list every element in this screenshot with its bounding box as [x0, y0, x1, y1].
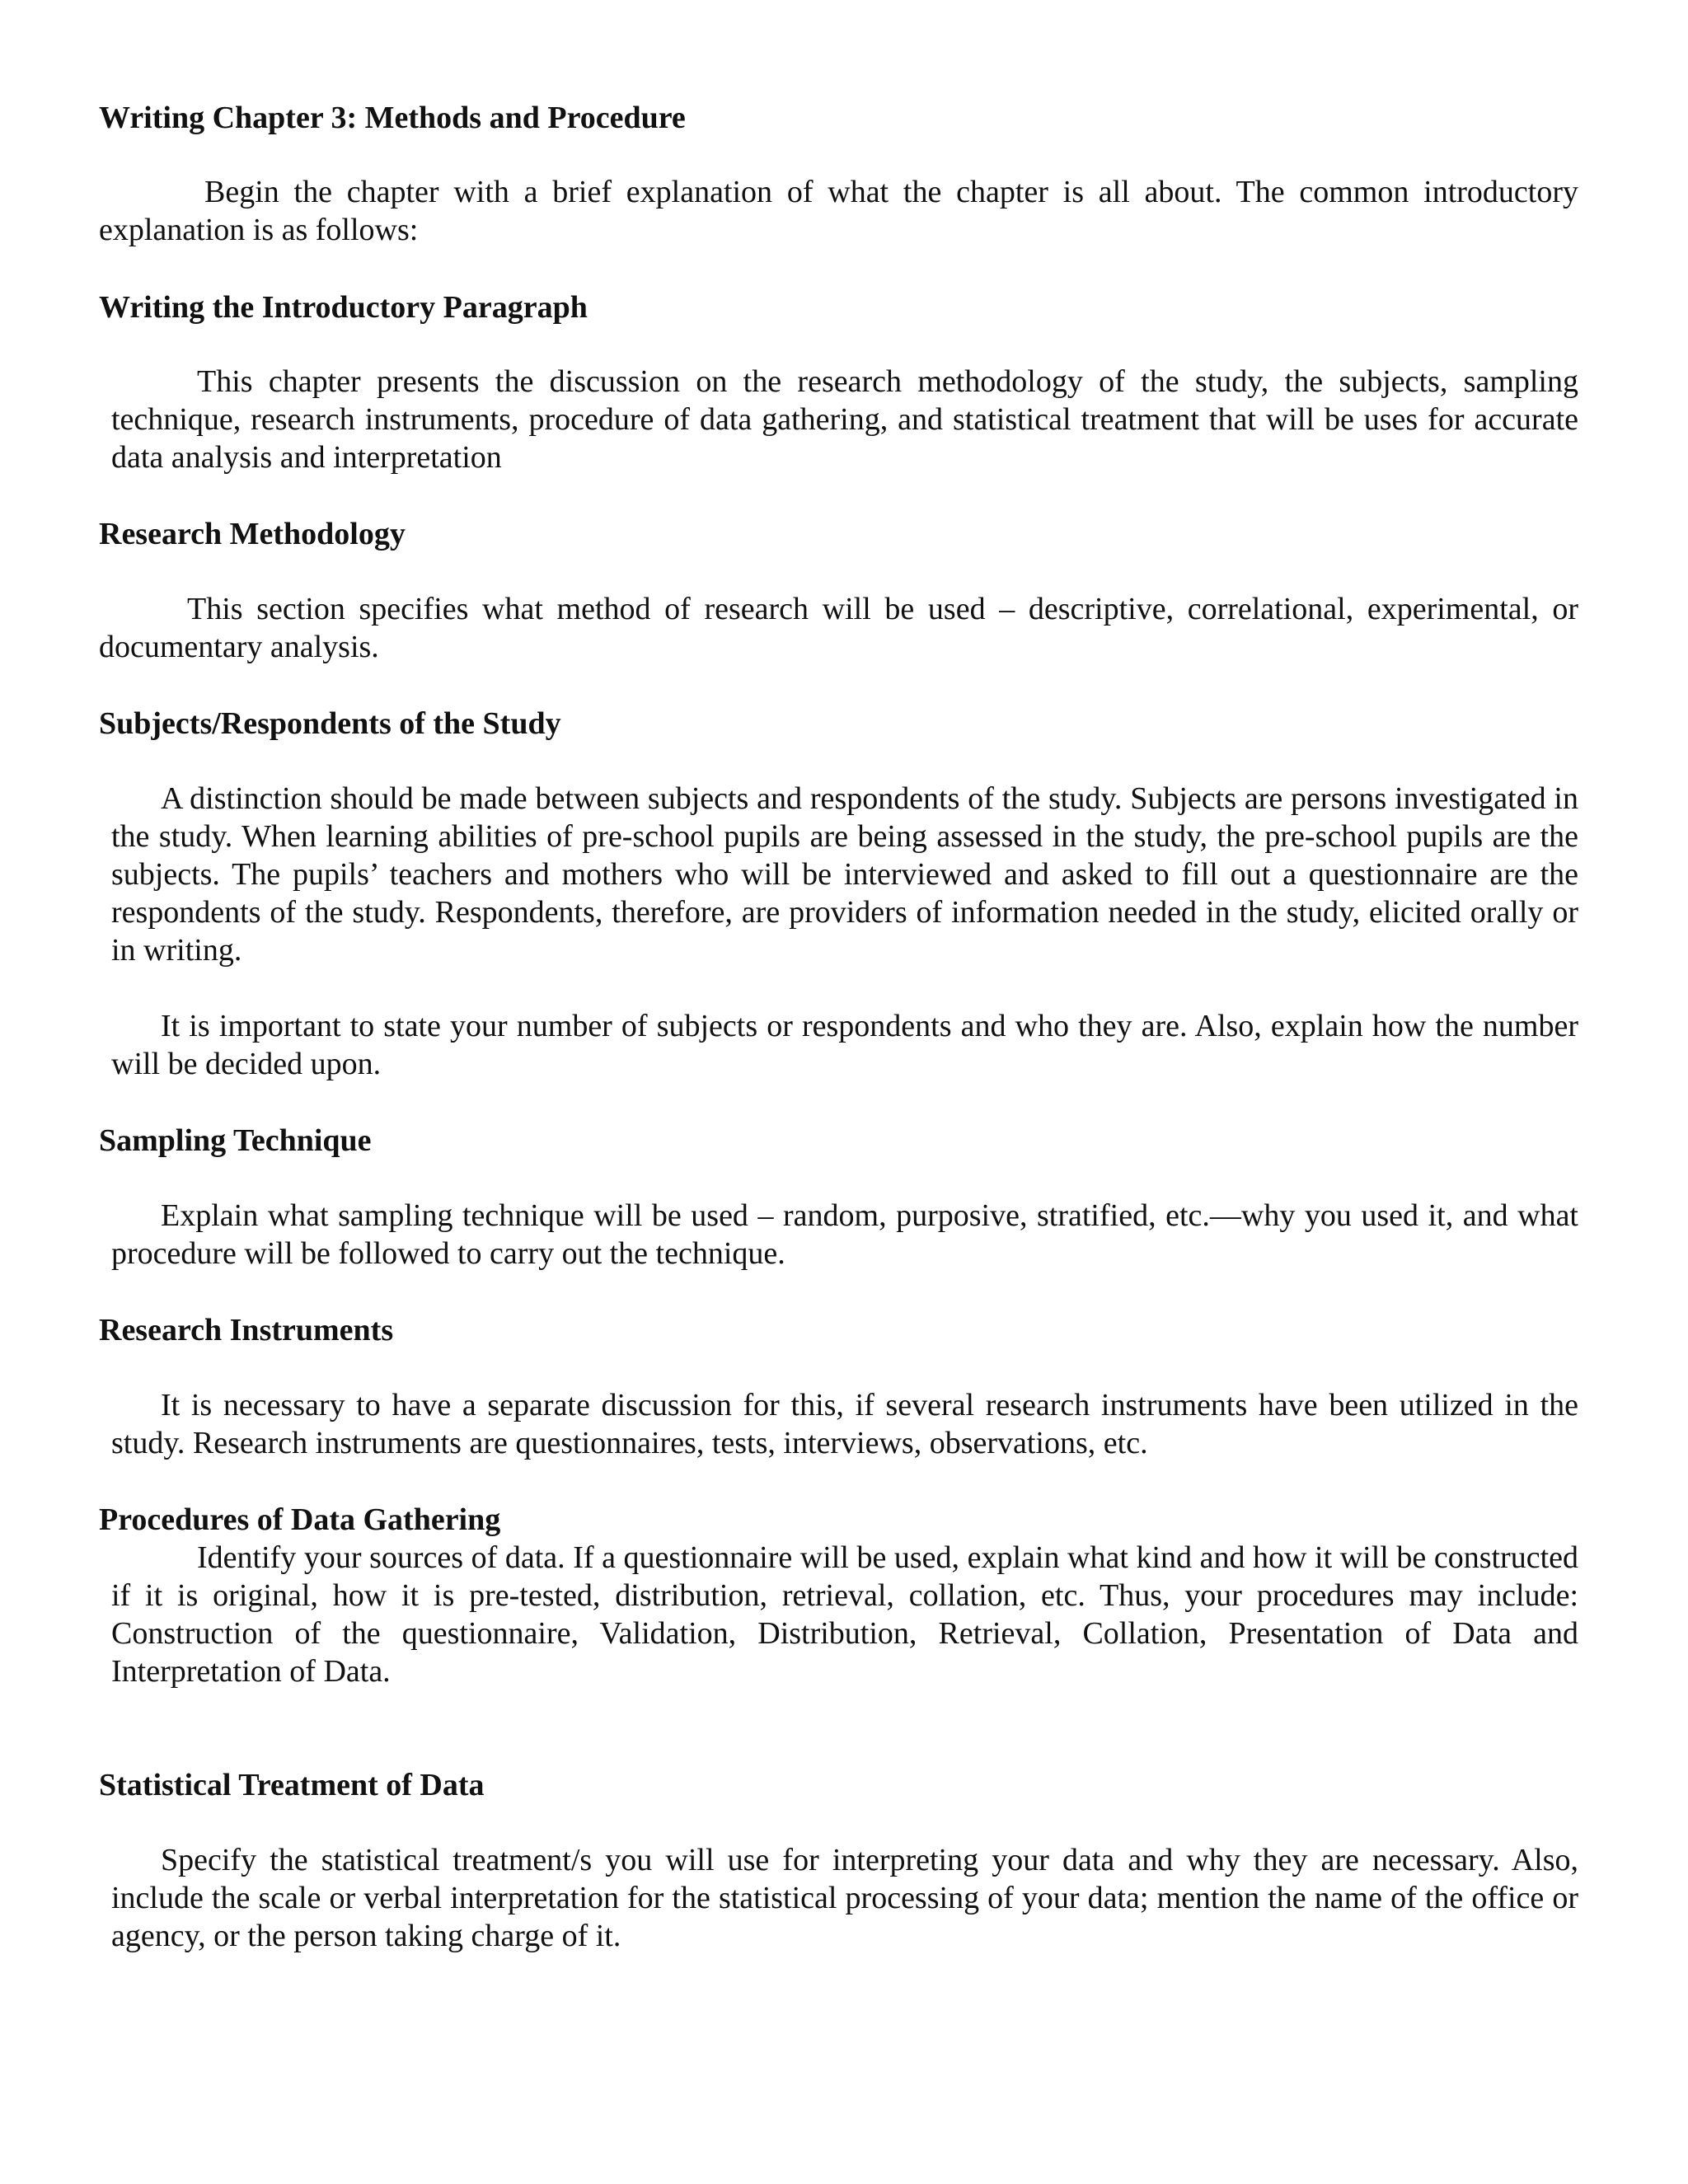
heading-statistical-treatment: Statistical Treatment of Data	[99, 1768, 485, 1802]
paragraph-statistical-treatment: Specify the statistical treatment/s you will use for interpreting your data and why they are necessary. Also, include the scale or verbal interpretation for the statistical processing of your data; mention the name of the office or agency, or the person taking charge of it.	[111, 1843, 1578, 1953]
heading-procedures-data-gathering: Procedures of Data Gathering	[99, 1502, 501, 1537]
heading-research-instruments: Research Instruments	[99, 1313, 394, 1347]
paragraph-subjects-number: It is important to state your number of subjects or respondents and who they are. Also, explain how the number will be decided upon.	[111, 1009, 1578, 1081]
paragraph-sampling-technique: Explain what sampling technique will be used – random, purposive, stratified, etc.—why you used it, and what procedure will be followed to carry out the technique.	[111, 1198, 1578, 1271]
paragraph-subjects-distinction: A distinction should be made between subjects and respondents of the study. Subjects are persons investigated in the study. When learning abilities of pre-school pupils are being assessed in the study, the pre-school pupils are the subjects. The pupils’ teachers and mothers who will be interviewed and asked to fill out a questionnaire are the respondents of the study. Respondents, therefore, are providers of information needed in the study, elicited orally or in writing.	[111, 781, 1578, 968]
heading-sampling-technique: Sampling Technique	[99, 1123, 372, 1158]
paragraph-introductory: This chapter presents the discussion on the research methodology of the study, the subjects, sampling technique, research instruments, procedure of data gathering, and statistical treatment that will be uses for accurate data analysis and interpretation	[111, 364, 1578, 475]
document-title: Writing Chapter 3: Methods and Procedure	[99, 101, 686, 135]
intro-paragraph: Begin the chapter with a brief explanation of what the chapter is all about. The common introductory explanation is as follows:	[99, 175, 1578, 247]
heading-subjects-respondents: Subjects/Respondents of the Study	[99, 706, 561, 741]
paragraph-research-instruments: It is necessary to have a separate discussion for this, if several research instruments have been utilized in the study. Research instruments are questionnaires, tests, interviews, observations, etc.	[111, 1388, 1578, 1460]
paragraph-procedures-data-gathering: Identify your sources of data. If a questionnaire will be used, explain what kind and how it will be constructed if it is original, how it is pre-tested, distribution, retrieval, collation, etc. Thus, your procedures may include: Construction of the questionnaire, Validation, Distribution, Retrieval, Collation, Presentation of Data and Interpretation of Data.	[111, 1540, 1578, 1689]
heading-research-methodology: Research Methodology	[99, 517, 406, 551]
heading-introductory-paragraph: Writing the Introductory Paragraph	[99, 290, 588, 325]
paragraph-research-methodology: This section specifies what method of research will be used – descriptive, correlational, experimental, or documentary analysis.	[99, 592, 1578, 664]
